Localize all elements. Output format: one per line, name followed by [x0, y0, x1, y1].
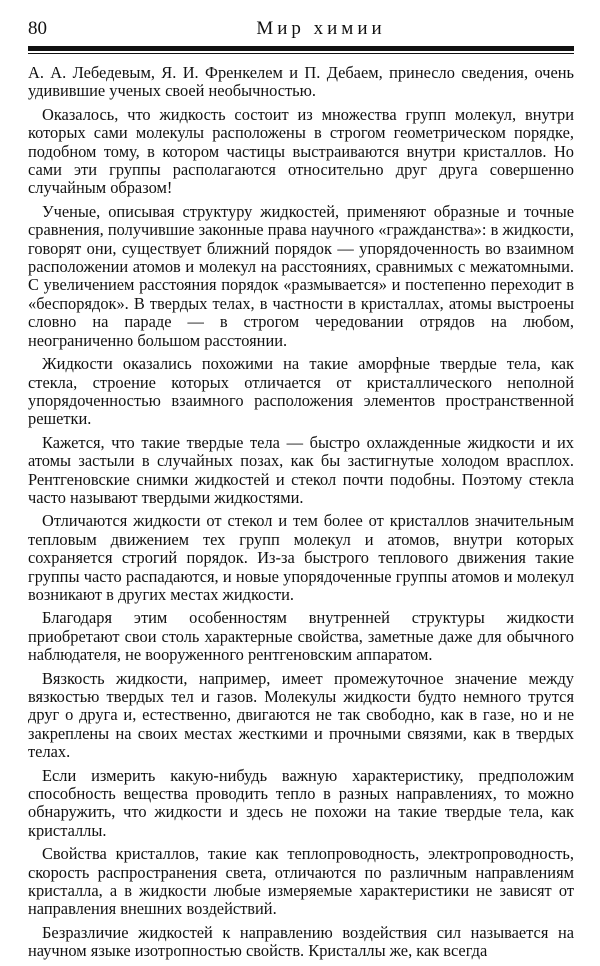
- paragraph: Благодаря этим особенностям внутренней структуры жидкости приобретают свои столь характерные свойства, заметные даже для обычного наблюдателя, не вооруженного рентгеновским аппаратом.: [28, 608, 574, 665]
- paragraph: Кажется, что такие твердые тела — быстро охлажденные жидкости и их атомы застыли в случайных позах, как бы застигнутые холодом врасплох. Рентгеновские снимки жидкостей и стекол почти подобны. Поэтому стекла часто называют твердыми жидкостями.: [28, 432, 574, 507]
- paragraph: Если измерить какую-нибудь важную характеристику, предположим способность вещества проводить тепло в разных направлениях, то можно обнаружить, что жидкости и здесь не похожи на такие твердые тела, как кристаллы.: [28, 765, 574, 840]
- paragraph: Оказалось, что жидкость состоит из множества групп молекул, внутри которых сами молекулы расположены в строгом геометрическом порядке, подобном тому, в котором частицы выстраиваются внутри кристаллов. Но сами эти группы располагаются относительно друг друга совершенно случайным образом!: [28, 104, 574, 198]
- page-number: 80: [28, 18, 47, 39]
- paragraph: А. А. Лебедевым, Я. И. Френкелем и П. Дебаем, принесло сведения, очень удивившие ученых своей необычностью.: [28, 63, 574, 101]
- paragraph: Отличаются жидкости от стекол и тем более от кристаллов значительным тепловым движением тех групп молекул и атомов, внутри которых сохраняется строгий порядок. Из-за быстрого теплового движения такие группы часто распадаются, и новые упорядоченные группы атомов и молекул возникают в других местах жидкости.: [28, 511, 574, 604]
- paragraph: Безразличие жидкостей к направлению воздействия сил называется на научном языке изотропностью свойств. Кристаллы же, как всегда: [28, 922, 574, 961]
- header-rule-thin: [28, 53, 574, 54]
- page-header: [28, 0, 574, 42]
- body-text: [28, 64, 574, 966]
- book-page: [28, 0, 574, 961]
- paragraph: Ученые, описывая структуру жидкостей, применяют образные и точные сравнения, получившие законные права научного «гражданства»: в жидкости, говорят они, существует ближний порядок — упорядоченность во взаимном расположении атомов и молекул на расстояниях, сравнимых с межатомными. С увеличением расстояния порядок «размывается» и постепенно переходит в «беспорядок». В твердых телах, в частности в кристаллах, атомы выстроены словно на параде — в строгом чередовании отрядов на любом, неограниченно большом расстоянии.: [28, 201, 574, 350]
- running-title: Мир химии: [256, 18, 386, 39]
- paragraph: Свойства кристаллов, такие как теплопроводность, электропроводность, скорость распространения света, отличаются по различным направлениям кристалла, а в жидкости любые измеряемые характеристики не зависят от направления внешних воздействий.: [28, 844, 574, 919]
- header-rule-thick: [28, 46, 574, 51]
- paragraph: Вязкость жидкости, например, имеет промежуточное значение между вязкостью твердых тел и газов. Молекулы жидкости будто немного трутся друг о друга и, естественно, двигаются не так свободно, как в газе, но и не закреплены на своих местах жесткими и прочными связями, как в твердых телах.: [28, 668, 574, 762]
- paragraph: Жидкости оказались похожими на такие аморфные твердые тела, как стекла, строение которых отличается от кристаллического неполной упорядоченностью взаимного расположения элементов пространственной решетки.: [28, 354, 574, 429]
